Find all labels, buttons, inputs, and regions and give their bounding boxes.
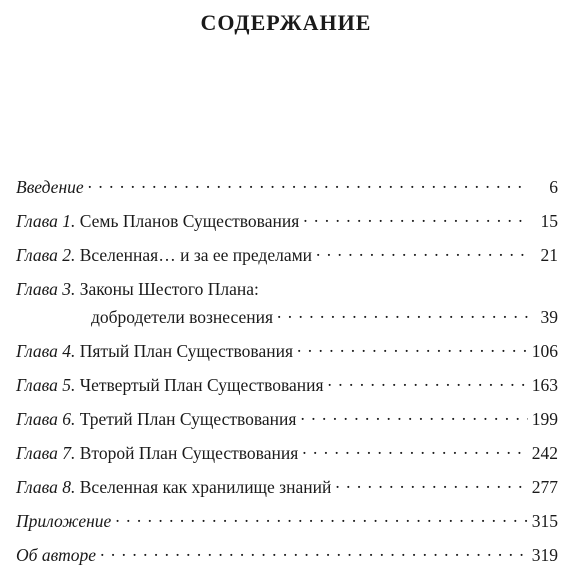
- toc-entry-label: Глава 5.: [16, 375, 76, 395]
- toc-entry-chapter-2[interactable]: [16, 238, 558, 272]
- toc-entry-introduction[interactable]: [16, 170, 558, 204]
- toc-entry-title-continuation: добродетели вознесения: [91, 307, 274, 327]
- toc-entry-title: Пятый План Существования: [79, 341, 293, 361]
- toc-entry-chapter-3[interactable]: [16, 272, 558, 334]
- toc-entry-label: Приложение: [16, 511, 112, 531]
- toc-page-number: 163: [531, 375, 558, 395]
- toc-page-number: 242: [531, 443, 558, 463]
- toc-entry-chapter-7[interactable]: [16, 436, 558, 470]
- toc-entry-title: Второй План Существования: [79, 443, 299, 463]
- toc-page-number: 199: [531, 409, 558, 429]
- toc-page-number: 39: [540, 307, 558, 327]
- toc-entry-title: Третий План Существования: [79, 409, 297, 429]
- toc-page-number: 315: [531, 511, 558, 531]
- toc-entry-chapter-1[interactable]: [16, 204, 558, 238]
- toc-entry-label: Глава 7.: [16, 443, 76, 463]
- toc-entry-title: Вселенная… и за ее пределами: [79, 245, 313, 265]
- toc-entry-appendix[interactable]: [16, 504, 558, 538]
- toc-entry-chapter-4[interactable]: [16, 334, 558, 368]
- toc-entry-title: Вселенная как хранилище знаний: [79, 477, 332, 497]
- leader-dots: [302, 442, 528, 460]
- toc-entry-label: Глава 3.: [16, 279, 76, 299]
- toc-entry-chapter-8[interactable]: [16, 470, 558, 504]
- leader-dots: [335, 476, 527, 494]
- toc-entry-chapter-6[interactable]: [16, 402, 558, 436]
- leader-dots: [303, 210, 528, 228]
- toc-entry-label: Глава 4.: [16, 341, 76, 361]
- toc-entry-label: Глава 1.: [16, 211, 76, 231]
- toc-entry-chapter-5[interactable]: [16, 368, 558, 402]
- leader-dots: [300, 408, 527, 426]
- toc-page-number: 277: [531, 477, 558, 497]
- leader-dots: [115, 510, 527, 528]
- toc-page-number: 106: [531, 341, 558, 361]
- toc-entry-about-author[interactable]: [16, 538, 558, 572]
- leader-dots: [297, 340, 528, 358]
- toc-entry-label: Об авторе: [16, 545, 97, 565]
- leader-dots: [88, 176, 528, 194]
- toc-entry-title: Семь Планов Существования: [79, 211, 300, 231]
- toc-page-number: 15: [540, 211, 558, 231]
- leader-dots: [277, 306, 528, 324]
- leader-dots: [100, 544, 528, 562]
- toc-page-number: 319: [531, 545, 558, 565]
- toc-entry-label: Глава 6.: [16, 409, 76, 429]
- toc-entry-title: Четвертый План Существования: [79, 375, 324, 395]
- toc-entry-label: Глава 2.: [16, 245, 76, 265]
- toc-entry-label: Глава 8.: [16, 477, 76, 497]
- toc-entry-label: Введение: [16, 177, 84, 197]
- toc-entry-title: Законы Шестого Плана:: [79, 279, 259, 299]
- toc-page-number: 21: [540, 245, 558, 265]
- leader-dots: [316, 244, 528, 262]
- page-title: СОДЕРЖАНИЕ: [200, 10, 372, 35]
- table-of-contents: [16, 170, 558, 572]
- leader-dots: [328, 374, 528, 392]
- toc-page-number: 6: [549, 177, 558, 197]
